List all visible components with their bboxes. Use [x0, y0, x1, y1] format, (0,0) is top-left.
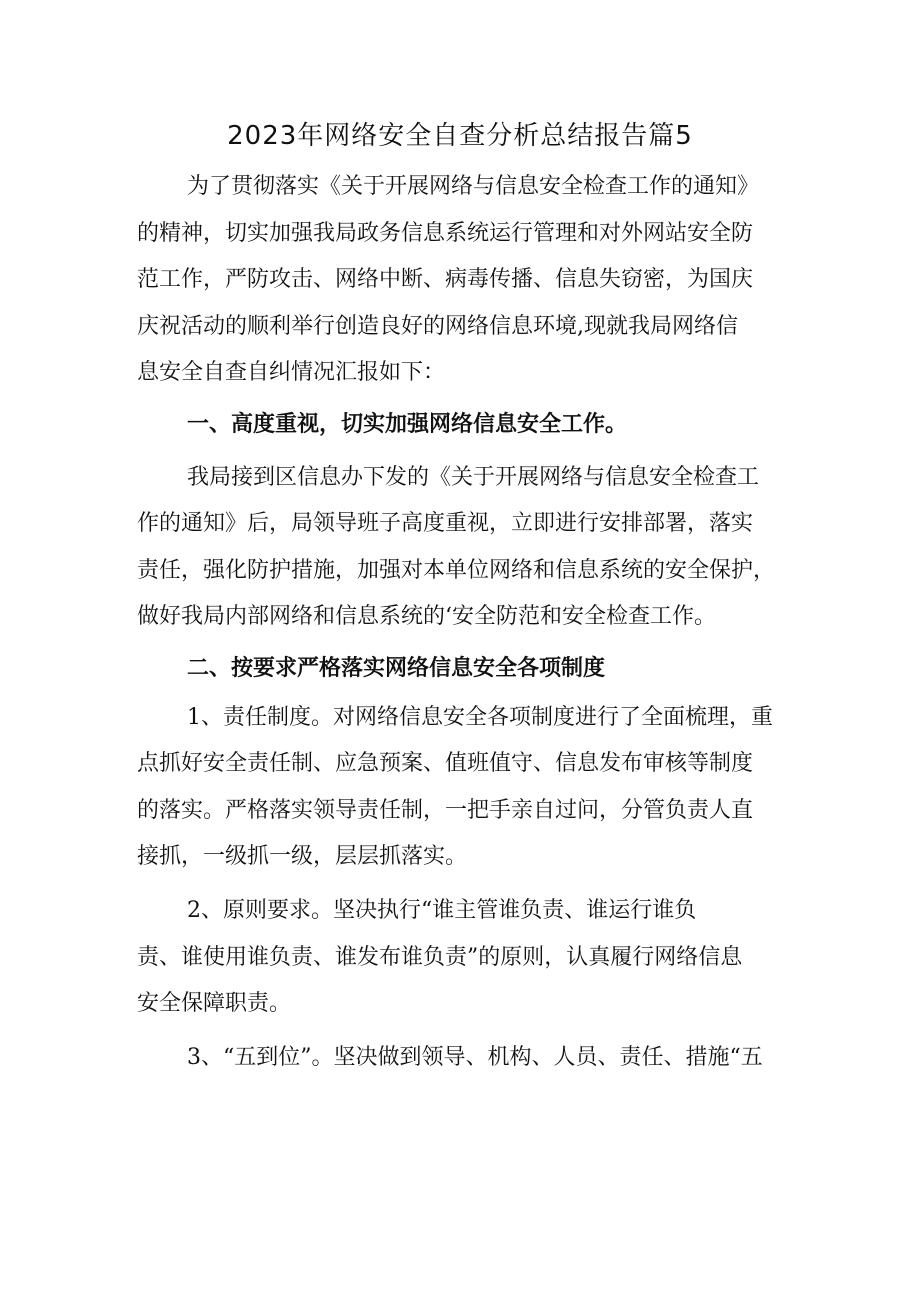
paragraph-line: 做好我局内部网络和信息系统的‘安全防范和安全检查工作。 — [137, 604, 716, 629]
paragraph-line: 安全保障职责。 — [137, 991, 292, 1016]
paragraph-line: 作的通知》后，局领导班子高度重视，立即进行安排部署，落实 — [137, 511, 754, 536]
paragraph-line: 1、责任制度。对网络信息安全各项制度进行了全面梳理，重 — [187, 705, 773, 730]
paragraph-line: 的精神，切实加强我局政务信息系统运行管理和对外网站安全防 — [137, 221, 754, 246]
paragraph-line: 范工作，严防攻击、网络中断、病毒传播、信息失窃密，为国庆 — [137, 267, 754, 292]
paragraph-line: 息安全自查自纠情况汇报如下： — [137, 360, 446, 385]
section-heading: 一、高度重视，切实加强网络信息安全工作。 — [187, 412, 628, 437]
document-title: 2023年网络安全自查分析总结报告篇5 — [227, 121, 693, 151]
paragraph-line: 3、“五到位”。坚决做到领导、机构、人员、责任、措施“五 — [187, 1045, 763, 1070]
paragraph-line: 接抓，一级抓一级，层层抓落实。 — [137, 844, 468, 869]
paragraph-line: 为了贯彻落实《关于开展网络与信息安全检查工作的通知》 — [187, 174, 760, 199]
paragraph-line: 责任，强化防护措施，加强对本单位网络和信息系统的安全保护， — [137, 558, 776, 583]
paragraph-line: 我局接到区信息办下发的《关于开展网络与信息安全检查工 — [187, 465, 760, 490]
paragraph-line: 责、谁使用谁负责、谁发布谁负责”的原则，认真履行网络信息 — [137, 945, 743, 970]
paragraph-line: 庆祝活动的顺利举行创造良好的网络信息环境,现就我局网络信 — [137, 314, 738, 339]
section-heading: 二、按要求严格落实网络信息安全各项制度 — [187, 656, 606, 681]
paragraph-line: 的落实。严格落实领导责任制，一把手亲自过问，分管负责人直 — [137, 798, 754, 823]
paragraph-line: 2、原则要求。坚决执行“谁主管谁负责、谁运行谁负 — [187, 898, 697, 923]
paragraph-line: 点抓好安全责任制、应急预案、值班值守、信息发布审核等制度 — [137, 751, 754, 776]
